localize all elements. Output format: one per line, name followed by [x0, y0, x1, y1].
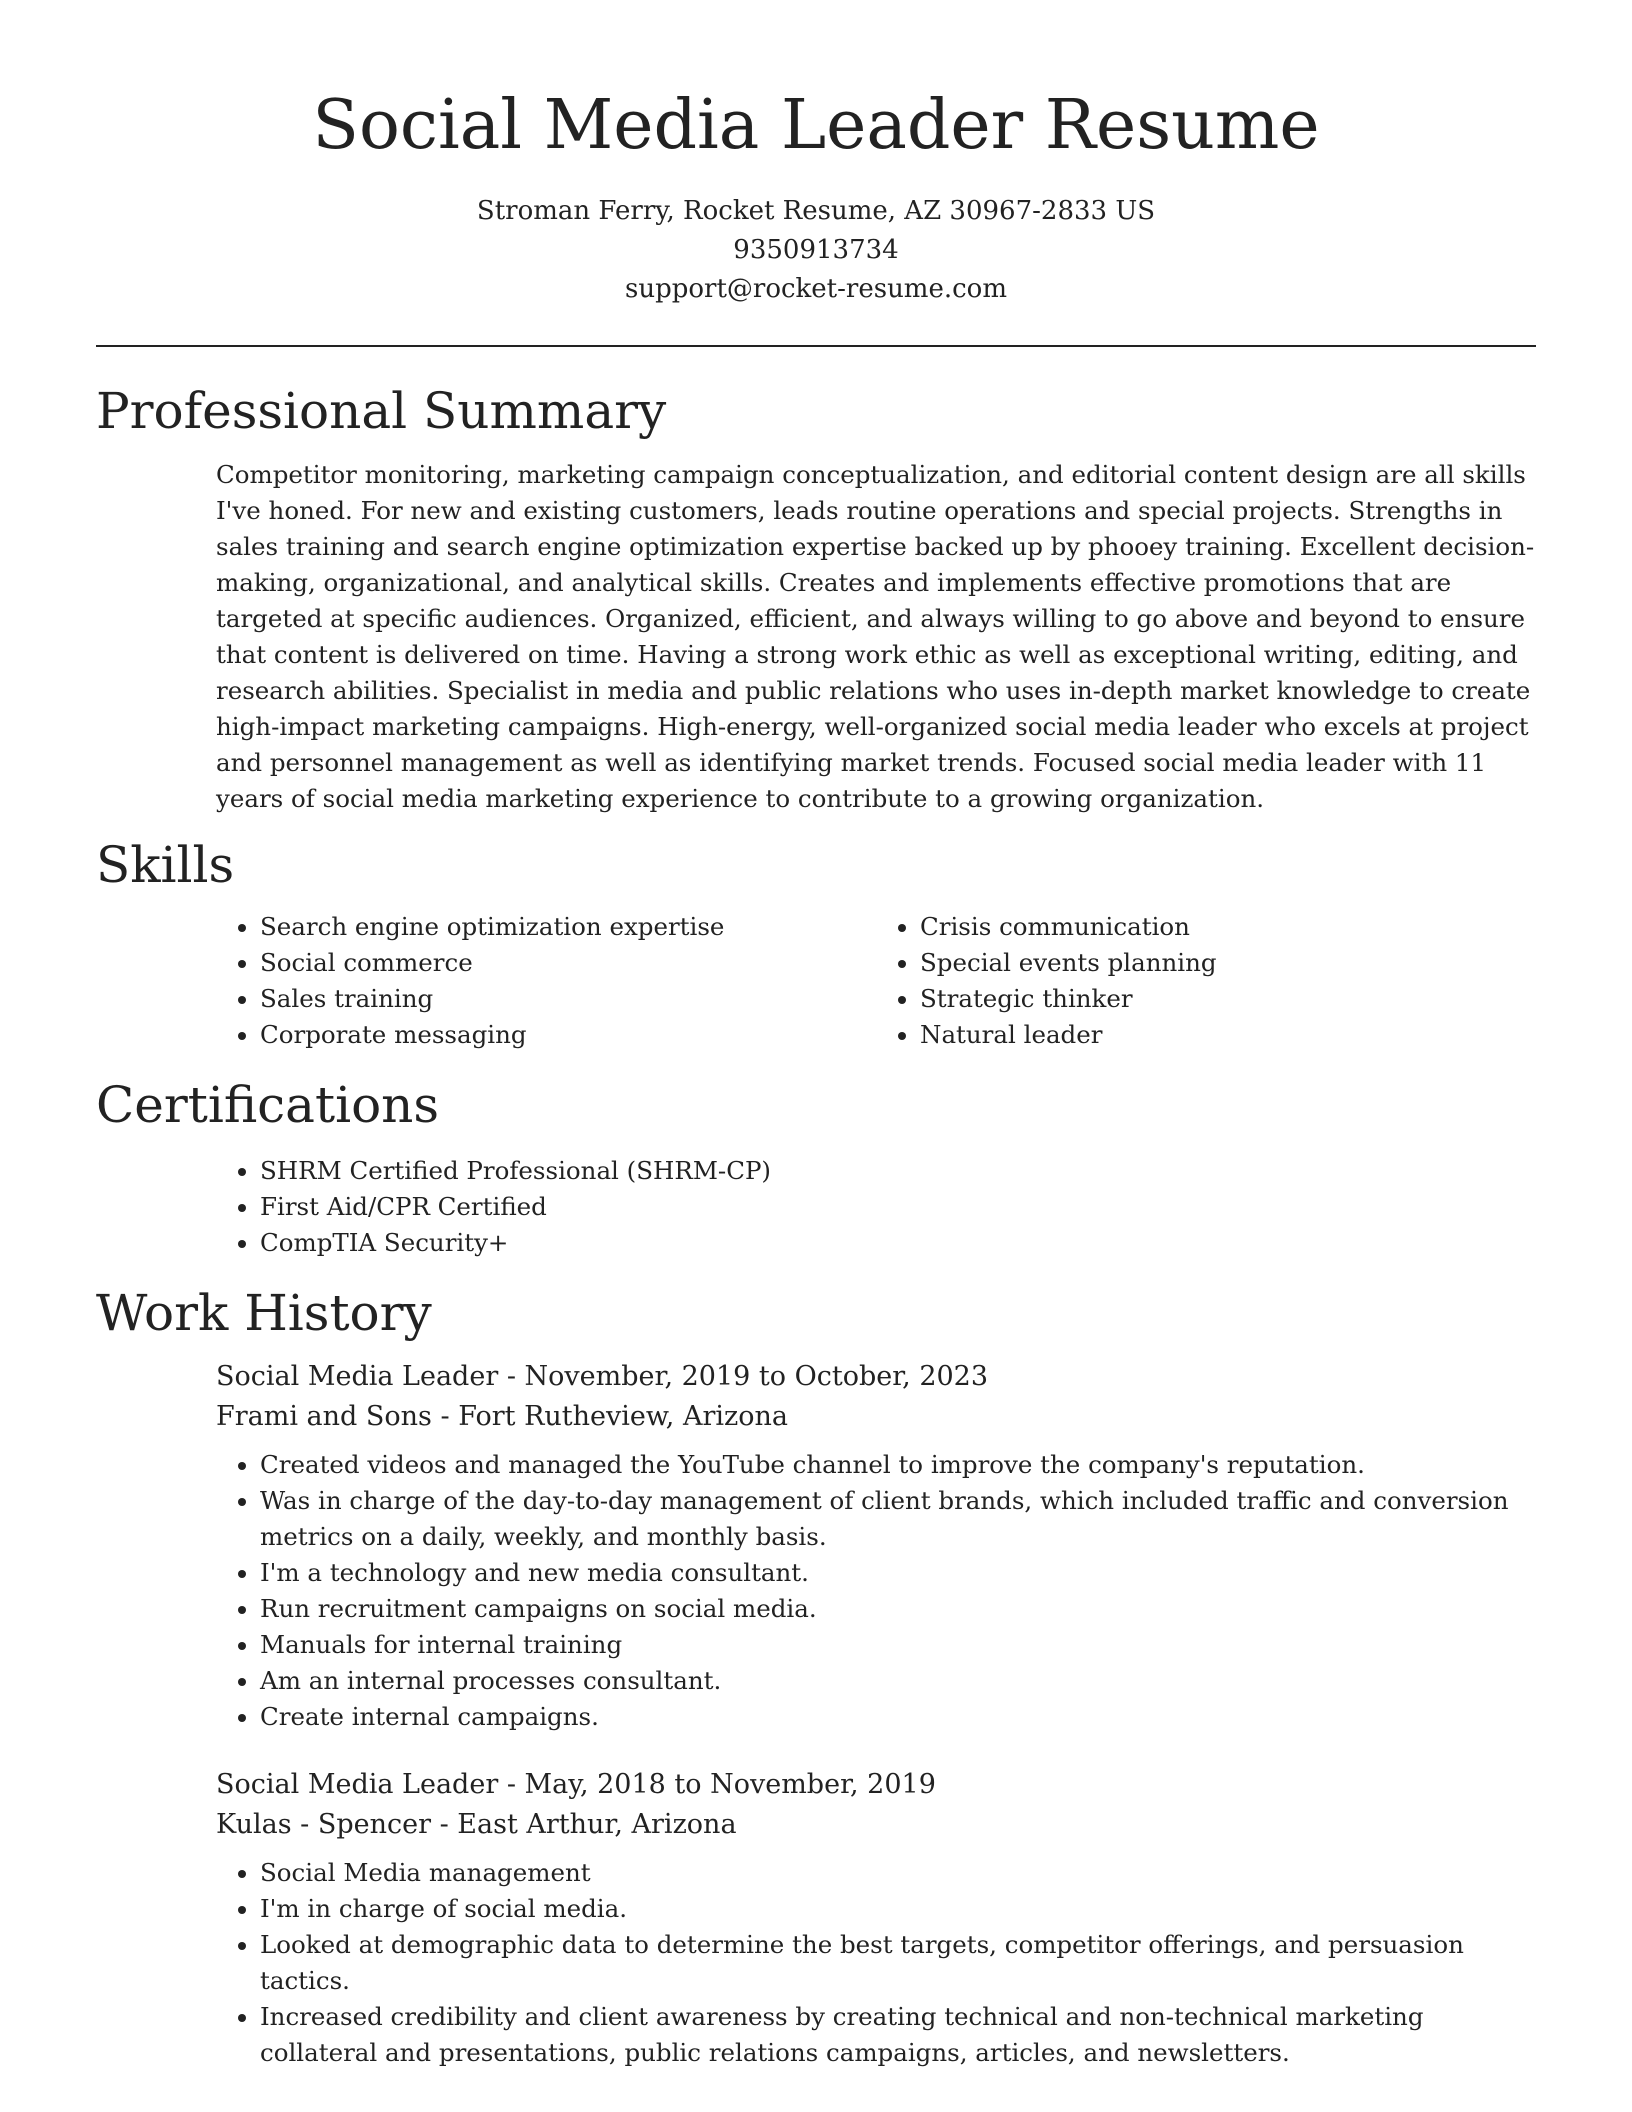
- job-duty: • Social Media management: [260, 1855, 1536, 1891]
- skills-section: [96, 835, 1536, 1053]
- skill-item: • Strategic thinker: [920, 981, 1536, 1017]
- summary-text: Competitor monitoring, marketing campaign conceptualization, and editorial content design are all skills I've honed. For new and existing customers, leads routine operations and special projects. Strengths in sales training and search engine optimization expertise backed up by phooey training. Excellent decision-making, organizational, and analytical skills. Creates and implements effective promotions that are targeted at specific audiences. Organized, efficient, and always willing to go above and beyond to ensure that content is delivered on time. Having a strong work ethic as well as exceptional writing, editing, and research abilities. Specialist in media and public relations who uses in-depth market knowledge to create high-impact marketing campaigns. High-energy, well-organized social media leader who excels at project and personnel management as well as identifying market trends. Focused social media leader with 11 years of social media marketing experience to contribute to a growing organization.: [216, 460, 1535, 813]
- certifications-section: [96, 1075, 1536, 1261]
- job-title-line: Social Media Leader - May, 2018 to November, 2019: [216, 1769, 936, 1800]
- certification-item: • SHRM Certified Professional (SHRM-CP): [260, 1153, 1536, 1189]
- job-duty: • Manuals for internal training: [260, 1627, 1536, 1663]
- skill-item: • Search engine optimization expertise: [260, 909, 876, 945]
- job-duty: • I'm in charge of social media.: [260, 1891, 1536, 1927]
- job-duty: • Was in charge of the day-to-day management of client brands, which included traffic and conversion metrics on a daily, weekly, and monthly basis.: [260, 1483, 1536, 1555]
- job-title: Social Media Leader: [216, 1361, 499, 1392]
- summary-body: [216, 457, 1536, 817]
- skill-item: • Social commerce: [260, 945, 876, 981]
- job-company: Kulas - Spencer: [216, 1809, 431, 1840]
- job-location: East Arthur, Arizona: [457, 1809, 737, 1840]
- job-duty: • I'm a technology and new media consultant.: [260, 1555, 1536, 1591]
- skills-grid: [216, 909, 1536, 1053]
- job-company-line: Kulas - Spencer - East Arthur, Arizona: [216, 1809, 737, 1840]
- address-text: Stroman Ferry, Rocket Resume, AZ 30967-2833 US: [476, 196, 1156, 226]
- phone-text: 9350913734: [733, 235, 899, 265]
- header-divider: [96, 345, 1536, 347]
- skill-item: • Sales training: [260, 981, 876, 1017]
- summary-heading: Professional Summary: [96, 382, 667, 440]
- job-duty: • Run recruitment campaigns on social media.: [260, 1591, 1536, 1627]
- skill-item: • Special events planning: [920, 945, 1536, 981]
- job-duties-list: [216, 1447, 1536, 1735]
- job-dates: November, 2019 to October, 2023: [524, 1361, 989, 1392]
- job-duty: • Create internal campaigns.: [260, 1699, 1536, 1735]
- contact-info: [96, 192, 1536, 309]
- job-duty: • Created videos and managed the YouTube channel to improve the company's reputation.: [260, 1447, 1536, 1483]
- certifications-heading: Certifications: [96, 1076, 440, 1134]
- job-duty: • Increased credibility and client awareness by creating technical and non-technical marketing collateral and presentations, public relations campaigns, articles, and newsletters.: [260, 1999, 1536, 2071]
- job-title: Social Media Leader: [216, 1769, 499, 1800]
- job-title-line: Social Media Leader - November, 2019 to October, 2023: [216, 1361, 989, 1392]
- summary-section: [96, 381, 1536, 817]
- resume-header: [96, 0, 1536, 309]
- certifications-body: [216, 1153, 1536, 1261]
- job-duties-list: [216, 1855, 1536, 2071]
- skill-item: • Corporate messaging: [260, 1017, 876, 1053]
- skill-item: • Natural leader: [920, 1017, 1536, 1053]
- work-history-section: [96, 1283, 1536, 2071]
- job-dates: May, 2018 to November, 2019: [524, 1769, 936, 1800]
- job-entry: [216, 1765, 1536, 2071]
- job-company: Frami and Sons: [216, 1401, 432, 1432]
- skills-list-right: [876, 909, 1536, 1053]
- job-duty: • Looked at demographic data to determine the best targets, competitor offerings, and persuasion tactics.: [260, 1927, 1536, 1999]
- resume-page: [96, 0, 1536, 2071]
- certifications-list: [216, 1153, 1536, 1261]
- email-text: support@rocket-resume.com: [624, 274, 1007, 304]
- certification-item: • CompTIA Security+: [260, 1225, 1536, 1261]
- certification-item: • First Aid/CPR Certified: [260, 1189, 1536, 1225]
- job-entry: [216, 1357, 1536, 1735]
- job-company-line: Frami and Sons - Fort Rutheview, Arizona: [216, 1401, 788, 1432]
- skill-item: • Crisis communication: [920, 909, 1536, 945]
- skills-list-left: [216, 909, 876, 1053]
- resume-title: Social Media Leader Resume: [312, 86, 1320, 165]
- work-history-heading: Work History: [96, 1284, 432, 1342]
- skills-heading: Skills: [96, 836, 235, 894]
- job-duty: • Am an internal processes consultant.: [260, 1663, 1536, 1699]
- job-location: Fort Rutheview, Arizona: [458, 1401, 788, 1432]
